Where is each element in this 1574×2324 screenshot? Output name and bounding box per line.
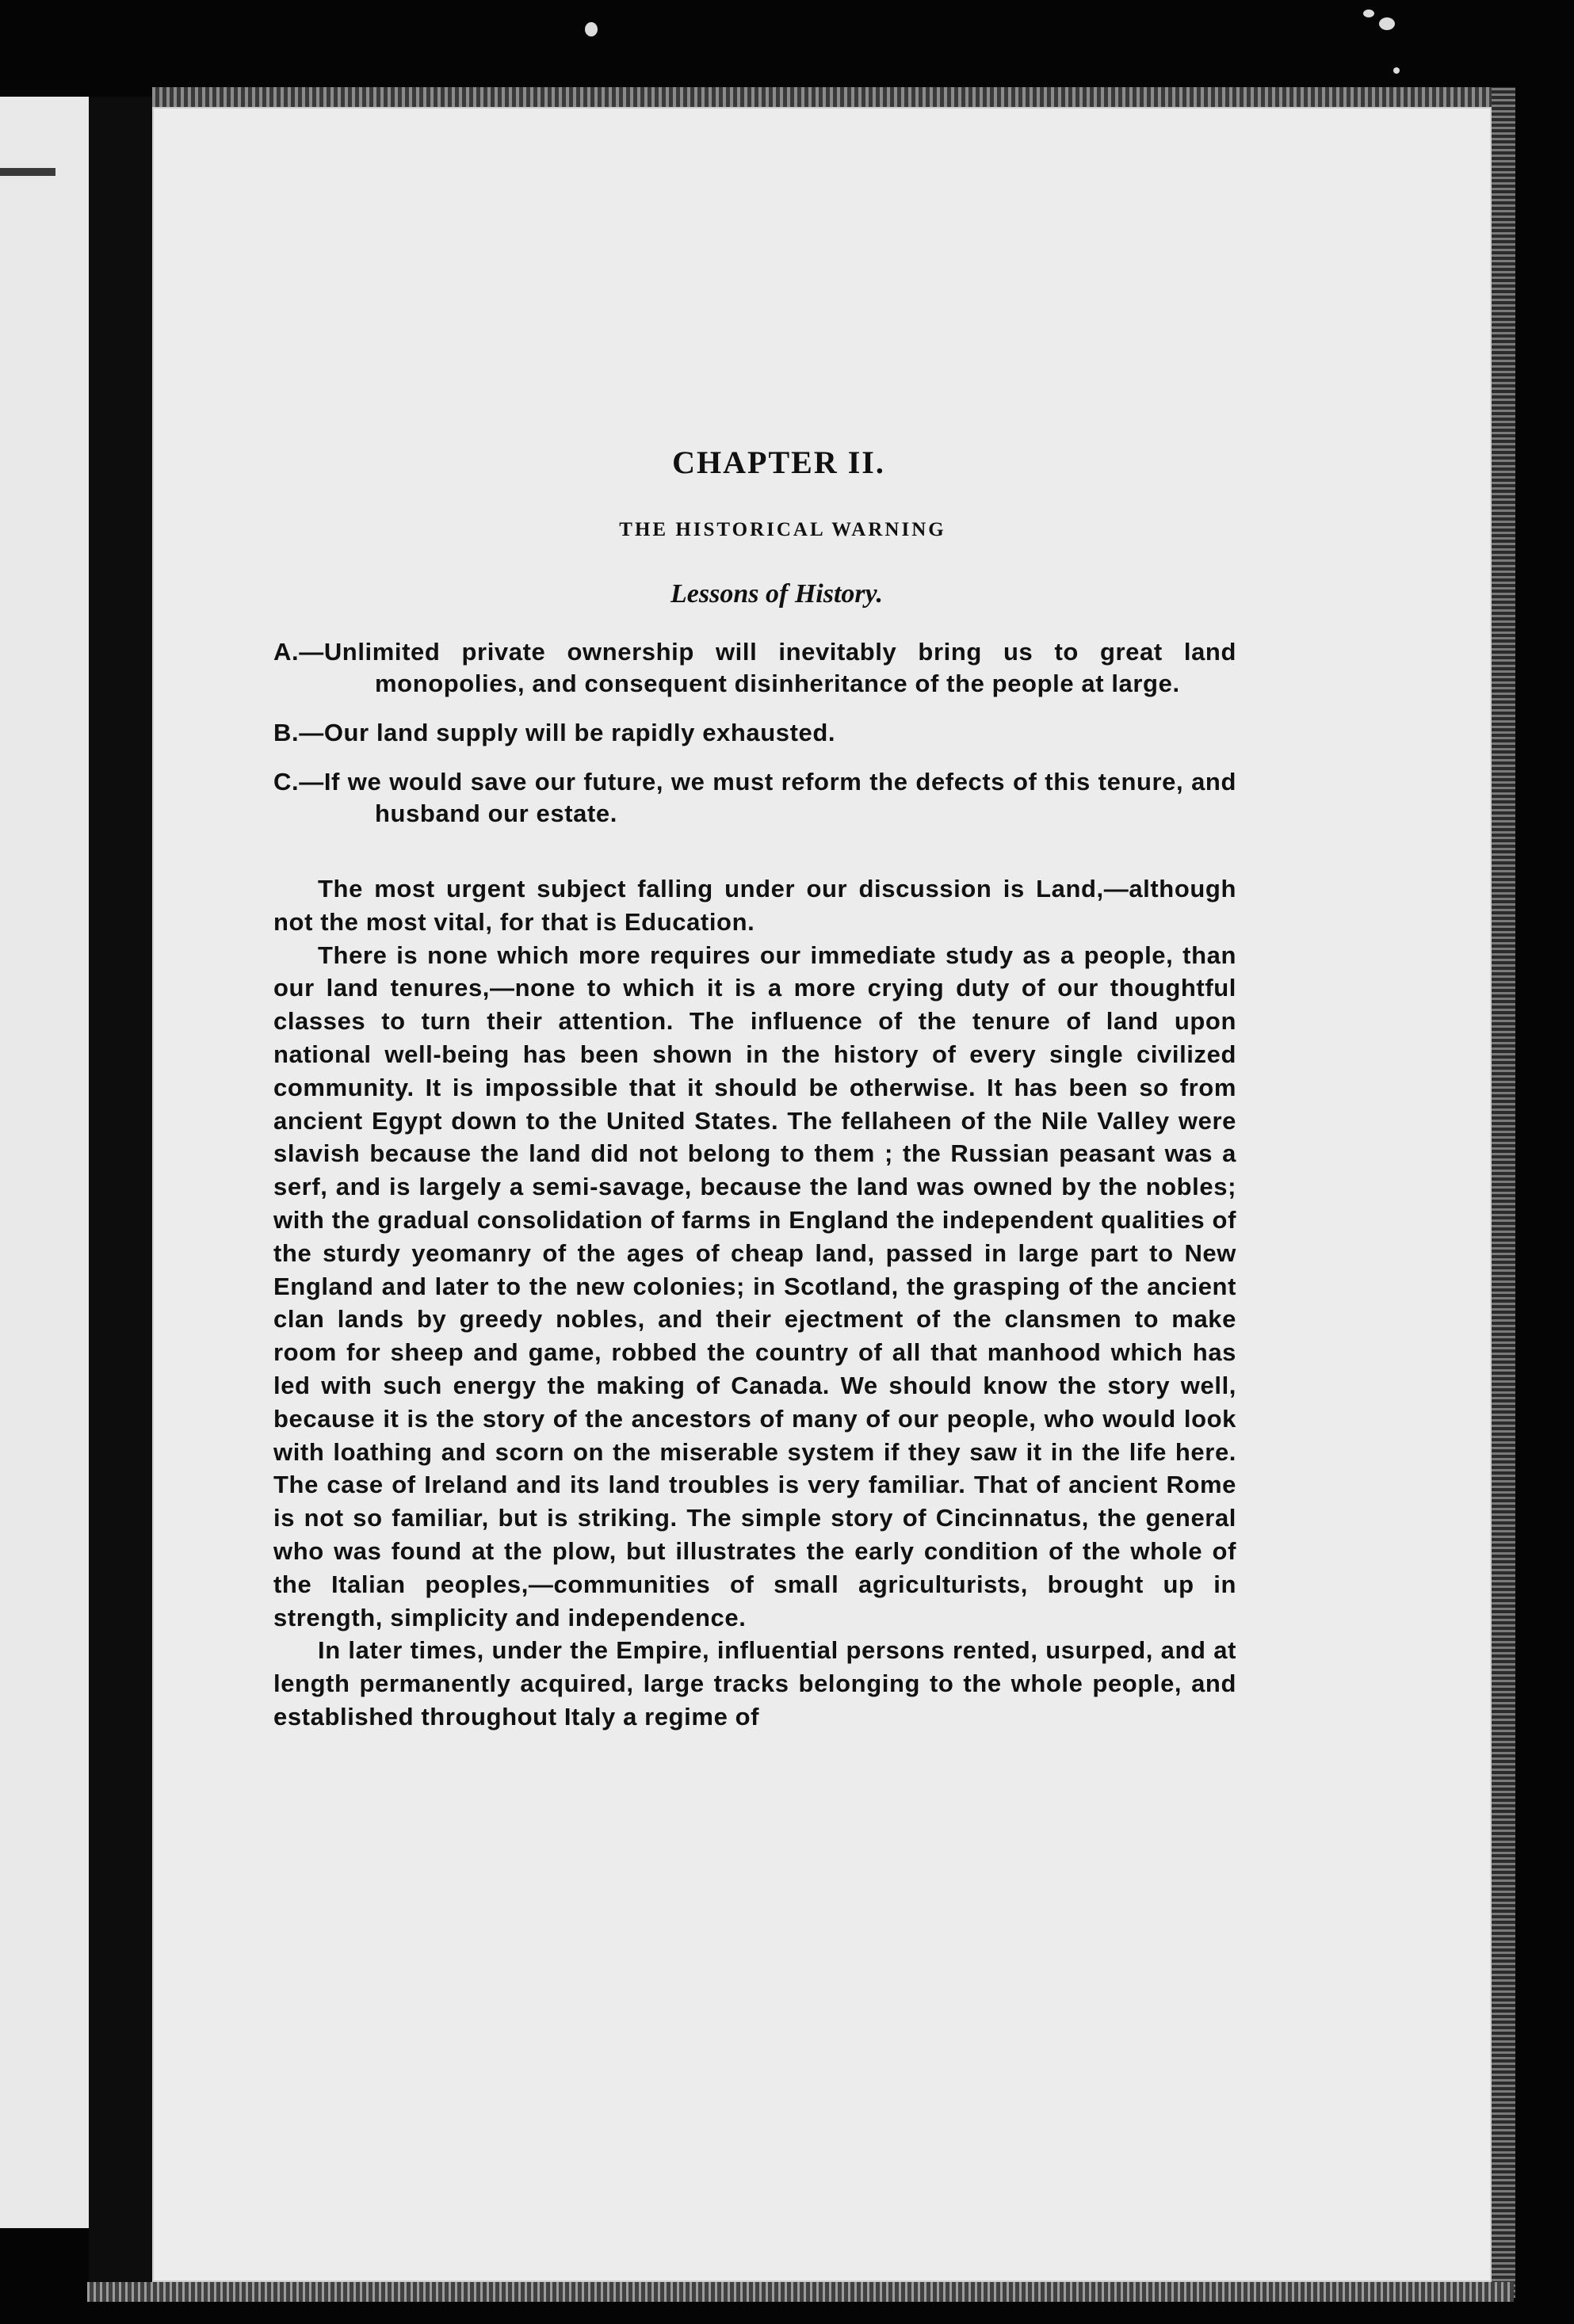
lesson-text: Our land supply will be rapidly exhausted. bbox=[323, 719, 836, 746]
film-speck bbox=[585, 22, 598, 36]
lesson-text: If we would save our future, we must reform the defects of this tenure, and husband our estate. bbox=[323, 768, 1236, 827]
lesson-marker: A.— bbox=[273, 638, 324, 666]
lesson-marker: B.— bbox=[273, 719, 324, 746]
lesson-marker: C.— bbox=[273, 768, 324, 796]
chapter-title: CHAPTER II. bbox=[672, 445, 885, 480]
lesson-item bbox=[273, 766, 1236, 830]
chapter-subtitle: THE HISTORICAL WARNING bbox=[619, 519, 946, 540]
section-heading: Lessons of History. bbox=[670, 579, 883, 609]
film-speck bbox=[1393, 67, 1400, 74]
page-right-edge bbox=[1492, 87, 1515, 2298]
lessons-list bbox=[273, 636, 1236, 830]
page-top-edge bbox=[152, 87, 1515, 107]
page-bottom-edge bbox=[87, 2282, 1514, 2302]
film-speck bbox=[1379, 17, 1395, 30]
body-paragraph: There is none which more requires our immediate study as a people, than our land tenures,—none to which it is a more crying duty of our thoughtful classes to turn their attention. The influence of the tenure of land upon national well-being has been shown in the history of every single civilized community. It is impossible that it should be otherwise. It has been so from ancient Egypt down to the United States. The fellaheen of the Nile Valley were slavish because the land did not belong to them ; the Russian peasant was a serf, and is largely a semi-savage, because the land was owned by the nobles; with the gradual consolidation of farms in England the independent qualities of the sturdy yeomanry of the ages of cheap land, passed in large part to New England and later to the new colonies; in Scotland, the grasping of the ancient clan lands by greedy nobles, and their ejectment of the clansmen to make room for sheep and game, robbed the country of all that manhood which has led with such energy the making of Canada. We should know the story well, because it is the story of the ancestors of many of our people, who would look with loathing and scorn on the miserable system if they saw it in the life here. The case of Ireland and its land troubles is very familiar. That of ancient Rome is not so familiar, but is striking. The simple story of Cincinnatus, the general who was found at the plow, but illustrates the early condition of the whole of the Italian peoples,—communities of small agriculturists, brought up in strength, simplicity and independence. bbox=[273, 941, 1236, 1631]
lesson-item bbox=[273, 636, 1236, 700]
left-page-rule bbox=[0, 168, 55, 176]
body-paragraph: The most urgent subject falling under our discussion is Land,—although not the most vital, for that is Education. bbox=[273, 875, 1236, 936]
left-page-edge bbox=[0, 97, 91, 2228]
film-speck bbox=[1363, 10, 1374, 17]
lesson-item bbox=[273, 717, 1236, 749]
book-spine-gutter bbox=[89, 97, 152, 2299]
page-content bbox=[273, 444, 1236, 1734]
lesson-text: Unlimited private ownership will inevitably bring us to great land monopolies, and consequent disinheritance of the people at large. bbox=[323, 638, 1236, 697]
body-paragraph: In later times, under the Empire, influential persons rented, usurped, and at length permanently acquired, large tracks belonging to the whole people, and established throughout Italy a regime of bbox=[273, 1636, 1236, 1731]
